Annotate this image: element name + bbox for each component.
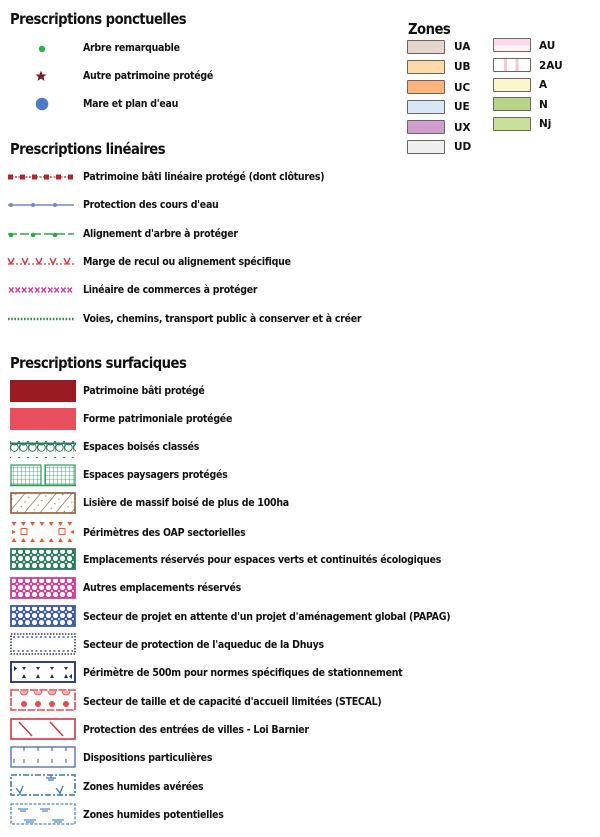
zone-swatch-n (493, 97, 531, 111)
lightblue-marsh-dashed-swatch-icon (10, 803, 76, 825)
zone-swatch-2au (493, 58, 531, 72)
blue-marsh-dashed-swatch-icon (10, 774, 76, 796)
zone-label: UD (454, 141, 472, 153)
legend-label: Mare et plan d'eau (83, 98, 179, 110)
section-title-zones: Zones (408, 20, 451, 38)
zone-swatch-au (493, 38, 531, 52)
solid-red-swatch-icon (10, 408, 76, 430)
circles-hatch-swatch-icon (10, 436, 76, 458)
red-circles-border-swatch-icon (10, 689, 76, 711)
legend-label: Espaces paysagers protégés (83, 469, 228, 481)
green-dot-icon (37, 44, 47, 54)
solid-darkred-swatch-icon (10, 380, 76, 402)
star-icon (35, 70, 47, 82)
green-lattice-swatch-icon (10, 548, 76, 570)
legend-label: Emplacements réservés pour espaces verts et continuités écologiques (83, 554, 442, 566)
pink-x-line-icon (8, 285, 74, 295)
zone-swatch-nj (493, 117, 531, 131)
legend-label: Protection des cours d'eau (83, 199, 219, 211)
legend-label: Autres emplacements réservés (83, 582, 242, 594)
zone-label: UX (454, 122, 471, 134)
legend-label: Secteur de taille et de capacité d'accueil limitées (STECAL) (83, 696, 382, 708)
legend-label: Arbre remarquable (83, 42, 180, 54)
zone-label: Nj (539, 118, 552, 130)
legend-label: Patrimoine bâti linéaire protégé (dont clôtures) (83, 171, 325, 183)
zone-label: N (539, 99, 548, 111)
red-v-line-icon (8, 256, 74, 266)
legend-label: Secteur de projet en attente d'un projet d'aménagement global (PAPAG) (83, 611, 451, 623)
grid-hatch-swatch-icon (10, 464, 76, 486)
legend-label: Lisière de massif boisé de plus de 100ha (83, 497, 289, 509)
legend-label: Voies, chemins, transport public à conserver et à créer (83, 313, 362, 325)
section-title-surfaciques: Prescriptions surfaciques (10, 354, 187, 372)
blue-ticks-border-swatch-icon (10, 746, 76, 768)
zone-label: AU (539, 40, 556, 52)
zone-swatch-a (493, 78, 531, 92)
legend-label: Protection des entrées de villes - Loi Barnier (83, 724, 309, 736)
legend-label: Marge de recul ou alignement spécifique (83, 256, 291, 268)
zone-label: UE (454, 101, 470, 113)
legend-label: Secteur de protection de l'aqueduc de la Dhuys (83, 639, 324, 651)
triangles-border-swatch-icon (10, 520, 76, 544)
zone-label: 2AU (539, 60, 563, 72)
legend-label: Autre patrimoine protégé (83, 70, 214, 82)
green-tree-line-icon (8, 229, 74, 239)
zone-swatch-ue (407, 100, 445, 114)
zone-label: A (539, 79, 548, 91)
section-title-ponctuelles: Prescriptions ponctuelles (10, 10, 187, 28)
section-title-lineaires: Prescriptions linéaires (10, 140, 166, 158)
navy-triangles-border-swatch-icon (10, 661, 76, 683)
pink-lattice-swatch-icon (10, 577, 76, 599)
legend-label: Espaces boisés classés (83, 441, 200, 453)
red-slash-border-swatch-icon (10, 718, 76, 740)
blue-circle-icon (35, 97, 49, 111)
red-square-dashed-line-icon (8, 172, 74, 182)
zone-swatch-ud (407, 140, 445, 154)
zone-label: UC (454, 82, 471, 94)
blue-dotted-line-icon (8, 200, 74, 210)
legend-label: Linéaire de commerces à protéger (83, 284, 258, 296)
zone-label: UA (454, 41, 471, 53)
legend-label: Périmètres des OAP sectorielles (83, 527, 246, 539)
zone-swatch-uc (407, 80, 445, 94)
navy-dotted-border-swatch-icon (10, 633, 76, 655)
legend-label: Zones humides potentielles (83, 809, 224, 821)
legend-label: Périmètre de 500m pour normes spécifiques de stationnement (83, 667, 403, 679)
zone-swatch-ub (407, 60, 445, 74)
zone-swatch-ux (407, 120, 445, 134)
zone-swatch-ua (407, 40, 445, 54)
legend-label: Dispositions particulières (83, 752, 213, 764)
zone-label: UB (454, 61, 471, 73)
legend-label: Alignement d'arbre à protéger (83, 228, 238, 240)
blue-lattice-swatch-icon (10, 605, 76, 627)
green-dotted-line-icon (8, 314, 74, 324)
diagonal-hatch-swatch-icon (10, 492, 76, 514)
legend-label: Zones humides avérées (83, 781, 204, 793)
legend-label: Forme patrimoniale protégée (83, 413, 233, 425)
legend-label: Patrimoine bâti protégé (83, 385, 205, 397)
